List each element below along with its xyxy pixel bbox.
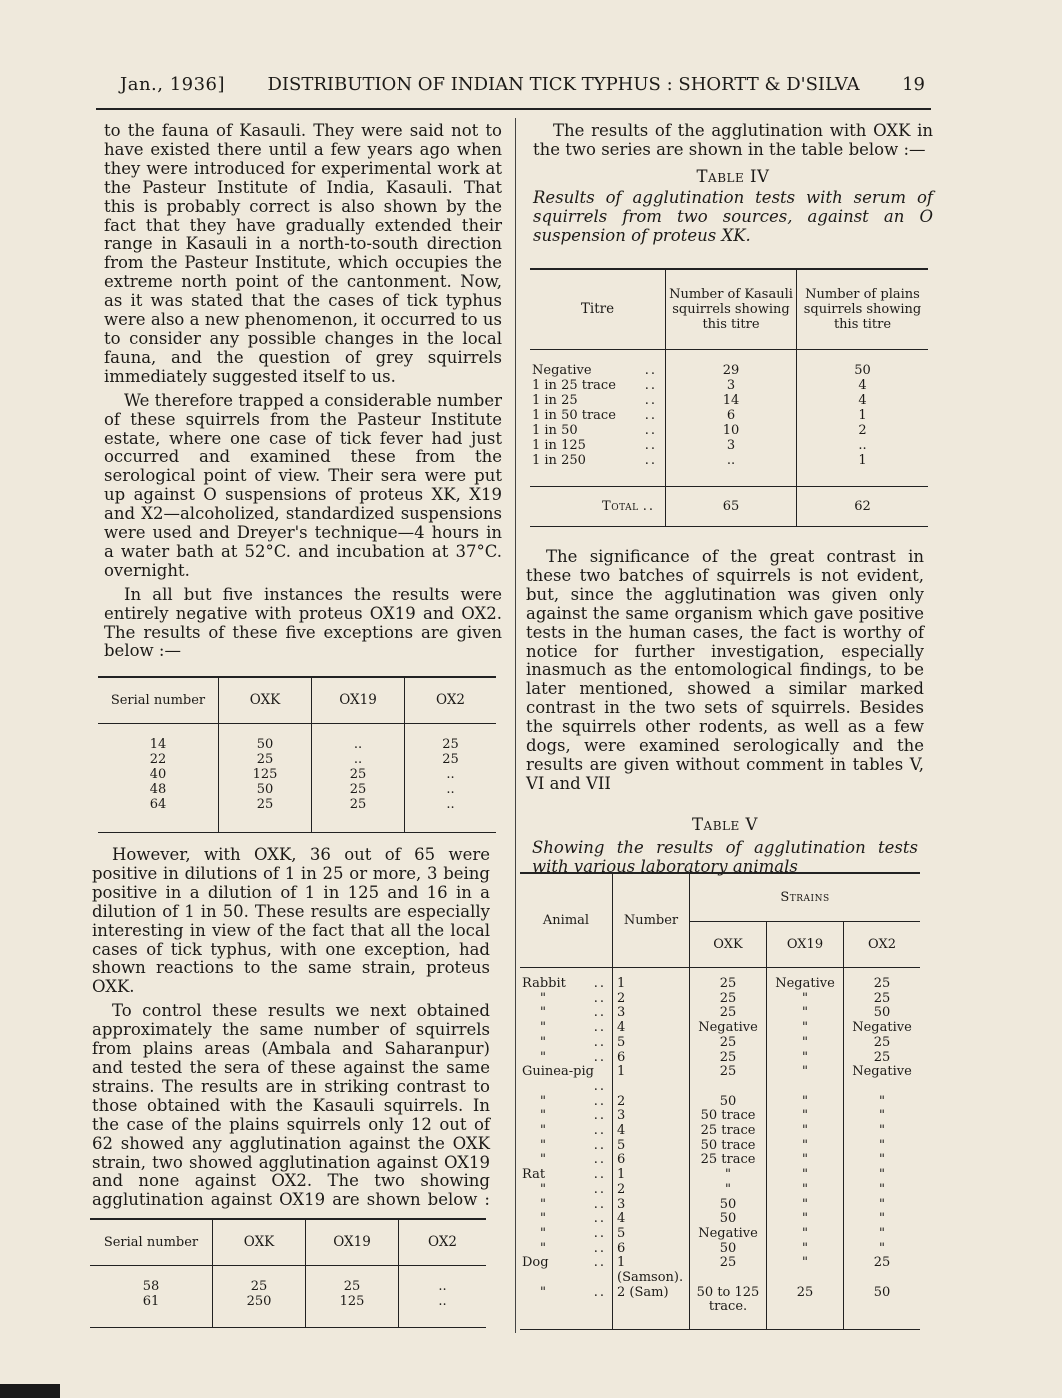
header-date: Jan., 1936]	[120, 74, 226, 95]
table-row: " .. 4 50 " "	[520, 1212, 920, 1227]
paragraph: The results of the agglutination with OXK in the two series are shown in the table below :—	[533, 121, 933, 159]
left-column	[104, 122, 502, 661]
table-row: " .. 4 Negative " Negative	[520, 1021, 920, 1036]
column-divider	[515, 118, 516, 1333]
table-caption: Showing the results of agglutination tests with various laboratory animals	[532, 837, 918, 876]
paragraph: to the fauna of Kasauli. They were said not to have existed there until a few years ago when they were introduced for experimental work at the Pasteur Institute of India, Kasauli. That this is probably correct is also shown by the fact that they have gradually extended their range in Kasauli in a north-to-south direction from the Pasteur Institute, which occupies the extreme north point of the cantonment. Now, as it was stated that the cases of tick typhus were also a new phenomenon, it occurred to us to consider any possible changes in the local fauna, and the question of grey squirrels immediately suggested itself to us.	[104, 121, 502, 386]
right-column	[533, 122, 933, 245]
paragraph: To control these results we next obtained approximately the same number of squirrels from plains areas (Ambala and Saharanpur) and tested the sera of these against the same strains. The results are in striking contrast to those obtained with the Kasauli squirrels. In the case of the plains squirrels only 12 out of 62 showed any agglutination against the OXK strain, two showed agglutination against OX19 and none against OX2. The two showing agglutination against OX19 are shown below :—	[92, 1001, 490, 1229]
table-row: Guinea-pig .. 1 25 " Negative	[522, 1064, 912, 1094]
table-header: Number of plains squirrels showing this titre	[803, 286, 922, 332]
table-row: 61 250 125 ..	[90, 1294, 486, 1309]
table-header: Serial number	[90, 1219, 213, 1265]
table-header: Serial number	[98, 677, 219, 723]
table-total-row: Total .. 65 62	[530, 486, 928, 526]
table-row: " .. 2 25 " 25	[520, 992, 920, 1007]
table-row: " .. 4 25 trace " "	[520, 1124, 920, 1139]
table-row: Negative .. 29 50	[532, 363, 871, 378]
table-row: 1 in 50 trace .. 6 1	[532, 408, 867, 423]
table-row: 48 50 25 ..	[98, 782, 496, 797]
right-column-continued	[526, 548, 924, 877]
table-row: 1 in 25 trace .. 3 4	[532, 378, 867, 393]
table-row: " .. 2 " " "	[520, 1183, 920, 1198]
table-title: Table IV	[696, 166, 770, 186]
paragraph: However, with OXK, 36 out of 65 were positive in dilutions of 1 in 25 or more, 3 being positive in a dilution of 1 in 125 and 16 in a dilution of 1 in 50. These results are especially interesting in view of the fact that all the local cases of tick typhus, with one exception, had shown reactions to the same strain, proteus OXK.	[92, 845, 490, 997]
table-row: " .. 3 50 trace " "	[520, 1109, 920, 1124]
table-v	[520, 872, 920, 1330]
table-header: OX19	[767, 921, 844, 967]
table-squirrel-exceptions	[98, 676, 496, 833]
header-title: DISTRIBUTION OF INDIAN TICK TYPHUS : SHORTT & D'SILVA	[267, 74, 860, 95]
table-header: Animal	[520, 873, 613, 967]
left-column-continued	[92, 846, 490, 1229]
table-header: Number	[613, 873, 690, 967]
table-row: 64 25 25 ..	[98, 797, 496, 812]
table-row: 58 25 25 ..	[90, 1279, 486, 1294]
table-row: " .. 3 50 " "	[520, 1198, 920, 1213]
table-row: 14 50 .. 25	[98, 737, 496, 752]
table-row: " .. 5 50 trace " "	[520, 1139, 920, 1154]
table-header: OX2	[427, 1234, 458, 1251]
table-caption: Results of agglutination tests with serum of squirrels from two sources, against an O suspension of proteus XK.	[533, 187, 933, 245]
table-row: 1 in 50 .. 10 2	[532, 423, 867, 438]
paragraph: The significance of the great contrast in these two batches of squirrels is not evident, but, since the agglutination was given only against the same organism which gave positive tests in the human cases, the fact is worthy of notice for further investigation, especially inasmuch as the entomological findings, to be later mentioned, showed a similar marked contrast in the two sets of squirrels. Besides the squirrels other rodents, as well as a few dogs, were examined serologically and the results are given without comment in tables V, VI and VII	[526, 547, 924, 793]
table-row: 22 25 .. 25	[98, 752, 496, 767]
table-ox19-positive	[90, 1218, 486, 1328]
running-header	[120, 74, 925, 100]
paragraph: In all but five instances the results were entirely negative with proteus OX19 and OX2. The results of these five exceptions are given below :—	[104, 584, 502, 661]
table-header: Titre	[530, 269, 666, 349]
table-row: " .. 3 25 " 50	[520, 1006, 920, 1021]
table-row: Dog .. 1 (Samson). 25 " 25	[522, 1255, 891, 1286]
table-row: 1 in 250 .. .. 1	[532, 453, 867, 468]
table-header: OX19	[312, 677, 405, 723]
table-iv	[530, 268, 928, 527]
table-row: " .. 6 25 " 25	[520, 1051, 920, 1066]
table-header: OX2	[844, 921, 921, 967]
table-row: " .. 6 50 " "	[520, 1242, 920, 1257]
table-header: OXK	[690, 921, 767, 967]
table-row: " .. 2 (Sam) 50 to 125 trace. 25 50	[520, 1286, 920, 1315]
table-row: 1 in 25 .. 14 4	[532, 393, 867, 408]
table-row: " .. 5 25 " 25	[520, 1036, 920, 1051]
table-header: OX2	[435, 692, 466, 709]
table-row: " .. 6 25 trace " "	[520, 1153, 920, 1168]
table-header: OXK	[213, 1219, 306, 1265]
page-number: 19	[902, 74, 925, 95]
table-row: " .. 2 50 " "	[520, 1095, 920, 1110]
scan-edge	[0, 1384, 60, 1398]
table-row: 40 125 25 ..	[98, 767, 496, 782]
table-row: 1 in 125 .. 3 ..	[532, 438, 867, 453]
table-header: Strains	[690, 873, 921, 921]
paragraph: We therefore trapped a considerable number of these squirrels from the Pasteur Institute estate, where one case of tick fever had just occurred and examined these from the serological point of view. Their sera were put up against O suspensions of proteus XK, X19 and X2—alcoholized, standardized suspensions were used and Dreyer's technique—4 hours in a water bath at 52°C. and incubation at 37°C. overnight.	[104, 390, 502, 580]
table-header: Number of Kasauli squirrels showing this titre	[666, 269, 797, 349]
table-row: " .. 5 Negative " "	[520, 1227, 920, 1242]
table-row: Rat .. 1 " " "	[522, 1167, 885, 1183]
table-title: Table V	[692, 814, 758, 834]
table-header: OXK	[219, 677, 312, 723]
header-rule	[96, 108, 931, 110]
table-row: Rabbit .. 1 25 Negative 25	[522, 976, 891, 991]
table-header: OX19	[306, 1219, 399, 1265]
